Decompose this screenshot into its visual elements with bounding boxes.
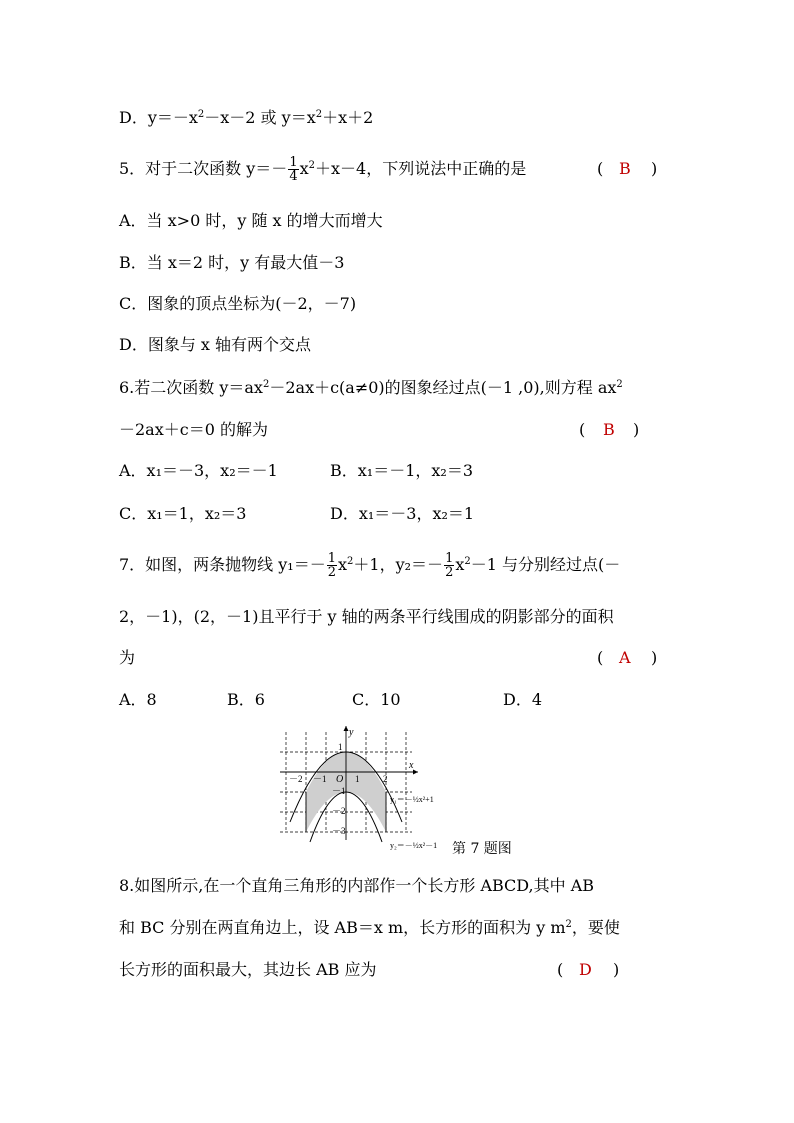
q6-option-d: D．x₁＝－3，x₂＝1 bbox=[330, 504, 475, 523]
q8-stem-line2: 和 BC 分别在两直角边上，设 AB＝x m，长方形的面积为 y $m^2$，要使 bbox=[119, 918, 620, 937]
q5-option-d: D．图象与 x 轴有两个交点 bbox=[119, 335, 312, 354]
tick-y-1: 1 bbox=[338, 742, 343, 752]
q8-stem-line3: 长方形的面积最大，其边长 AB 应为 ( D ) bbox=[119, 960, 620, 979]
q7-figure-caption: 第 7 题图 bbox=[452, 841, 512, 857]
q5-fraction: $\frac{1}{4}$ bbox=[289, 155, 298, 184]
q5-answer: B bbox=[619, 159, 631, 178]
y-axis-label: y bbox=[349, 727, 354, 738]
q7-option-d: D．4 bbox=[503, 690, 543, 709]
origin-label: O bbox=[336, 774, 344, 785]
tick-x-neg1: －1 bbox=[313, 774, 327, 784]
q7-figure bbox=[276, 722, 456, 852]
q6-stem-line2: －2ax＋c＝0 的解为 ( B ) bbox=[119, 420, 640, 439]
q6-option-b: B．x₁＝－1，x₂＝3 bbox=[330, 461, 473, 480]
q7-stem-line2: 2，－1)，(2，－1)且平行于 y 轴的两条平行线围成的阴影部分的面积 bbox=[119, 607, 614, 626]
tick-y-neg1: －1 bbox=[332, 786, 346, 796]
q7-answer: A bbox=[619, 648, 631, 667]
tick-x-neg2: －2 bbox=[289, 774, 303, 784]
q8-stem-line1: 8.如图所示,在一个直角三角形的内部作一个长方形 ABCD,其中 AB bbox=[119, 876, 595, 895]
q4-option-d: D．$y=-x^2-x-2$ 或 $y=x^2+x+2$ bbox=[119, 108, 374, 127]
q5-option-a: A．当 x>0 时，y 随 x 的增大而增大 bbox=[119, 211, 383, 230]
tick-y-neg2: －2 bbox=[332, 806, 346, 816]
q7-option-a: A．8 bbox=[119, 690, 157, 709]
q7-option-c: C．10 bbox=[352, 690, 401, 709]
q8-answer: D bbox=[579, 960, 592, 979]
tick-x-1: 1 bbox=[355, 774, 360, 784]
q5-stem: 5．对于二次函数 y＝－ $\frac{1}{4}$ $x^2+x-4$，下列说法中正确的是 ( B ) bbox=[119, 150, 526, 188]
q7-stem-line3: 为 ( A ) bbox=[119, 648, 658, 667]
q6-option-c: C．x₁＝1，x₂＝3 bbox=[119, 504, 247, 523]
q6-stem-line1: 6.若二次函数 $y=ax^2-2ax+c(a\ne 0)$的图象经过点(－1 ,0),则方程 $ax^2$ bbox=[119, 378, 623, 397]
q7-stem-line1: 7．如图，两条抛物线 y₁＝－ $\frac{1}{2}$ $x^2+1$，y₂＝－ $\frac{1}{2}$ $x^2-1$ 与分别经过点(－ bbox=[119, 551, 621, 580]
tick-x-2: 2 bbox=[383, 774, 388, 784]
x-axis-arrow bbox=[413, 770, 418, 775]
q6-option-a: A．x₁＝－3，x₂＝－1 bbox=[119, 461, 278, 480]
label-y1: y₁＝－½x²+1 bbox=[390, 795, 434, 804]
q7-option-b: B．6 bbox=[227, 690, 265, 709]
q5-option-b: B．当 x＝2 时，y 有最大值－3 bbox=[119, 253, 345, 272]
q6-answer: B bbox=[603, 420, 615, 439]
x-axis-label: x bbox=[409, 760, 414, 771]
q5-option-c: C．图象的顶点坐标为(－2，－7) bbox=[119, 294, 357, 313]
label-y2: y₂＝－½x²－1 bbox=[390, 841, 438, 850]
tick-y-neg3: －3 bbox=[332, 826, 346, 836]
y-axis-arrow bbox=[344, 726, 349, 731]
